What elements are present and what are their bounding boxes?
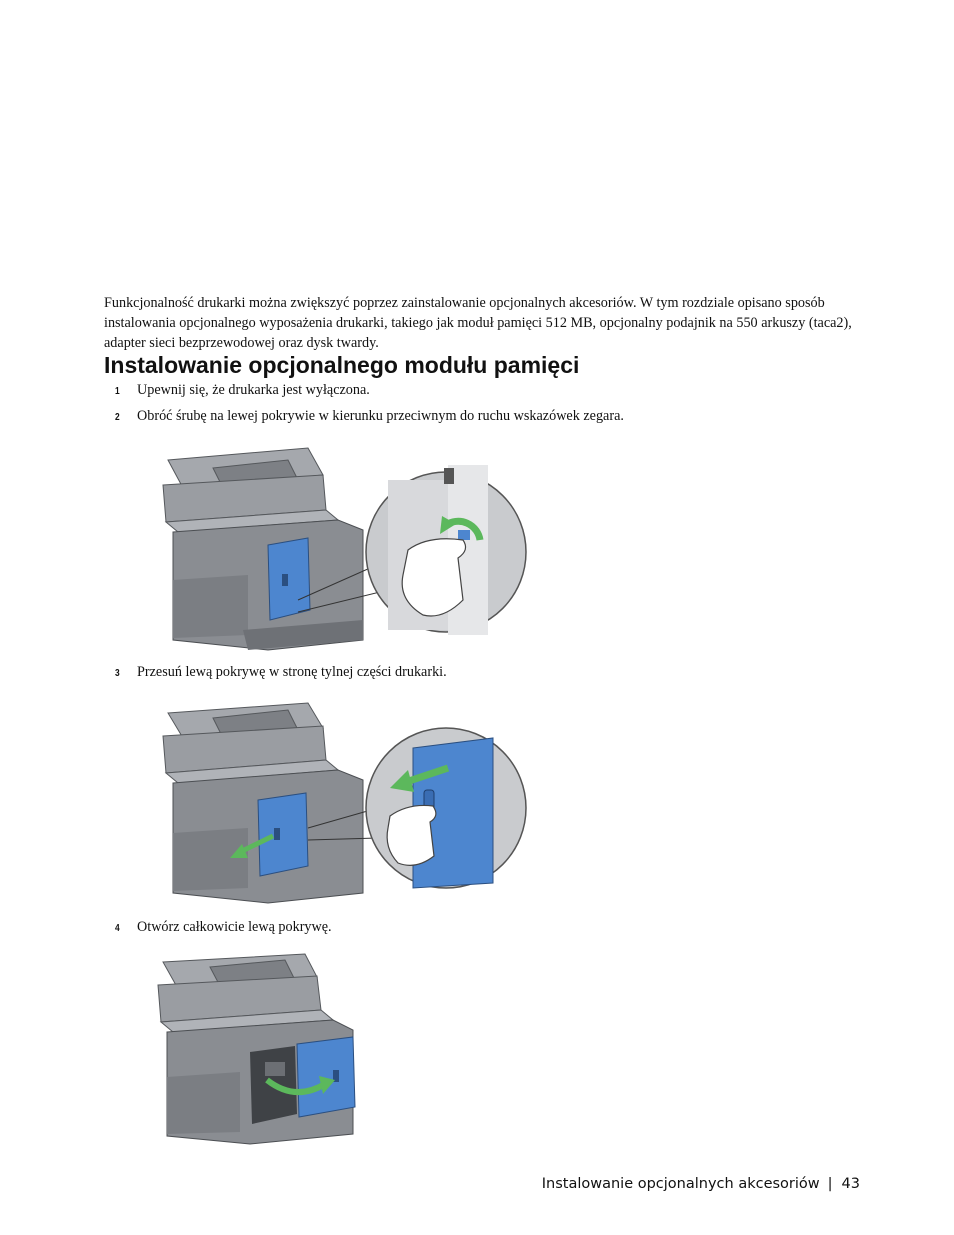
step-2 — [115, 407, 624, 426]
page-footer — [542, 1176, 860, 1192]
step-number: 3 — [115, 667, 120, 679]
figure-rotate-screw — [158, 440, 528, 655]
step-text: Obróć śrubę na lewej pokrywie w kierunku przeciwnym do ruchu wskazówek zegara. — [137, 408, 624, 424]
step-text: Otwórz całkowicie lewą pokrywę. — [137, 919, 332, 935]
figure-open-cover — [155, 952, 365, 1147]
step-4 — [115, 918, 332, 937]
step-number: 2 — [115, 411, 120, 423]
printer-illustration — [163, 448, 363, 650]
section-heading: Instalowanie opcjonalnego modułu pamięci — [104, 352, 580, 378]
step-text: Przesuń lewą pokrywę w stronę tylnej części drukarki. — [137, 664, 447, 680]
step-3 — [115, 663, 447, 682]
step-text: Upewnij się, że drukarka jest wyłączona. — [137, 382, 370, 398]
intro-paragraph: Funkcjonalność drukarki można zwiększyć poprzez zainstalowanie opcjonalnych akcesoriów. W tym rozdziale opisano sposób instalowania opcjonalnego wyposażenia drukarki, takiego jak moduł pamięci 512 MB, opcjonalny podajnik na 550 arkuszy (taca2), adapter sieci bezprzewodowej oraz dysk twardy. — [104, 295, 852, 351]
printer-illustration — [158, 954, 355, 1144]
footer-separator: | — [827, 1176, 833, 1192]
step-number: 1 — [115, 385, 120, 397]
page-number: 43 — [841, 1176, 860, 1192]
step-1 — [115, 381, 370, 400]
printer-illustration — [163, 703, 363, 903]
footer-section-title: Instalowanie opcjonalnych akcesoriów — [541, 1176, 820, 1192]
figure-slide-cover — [158, 698, 528, 913]
step-number: 4 — [115, 922, 120, 934]
